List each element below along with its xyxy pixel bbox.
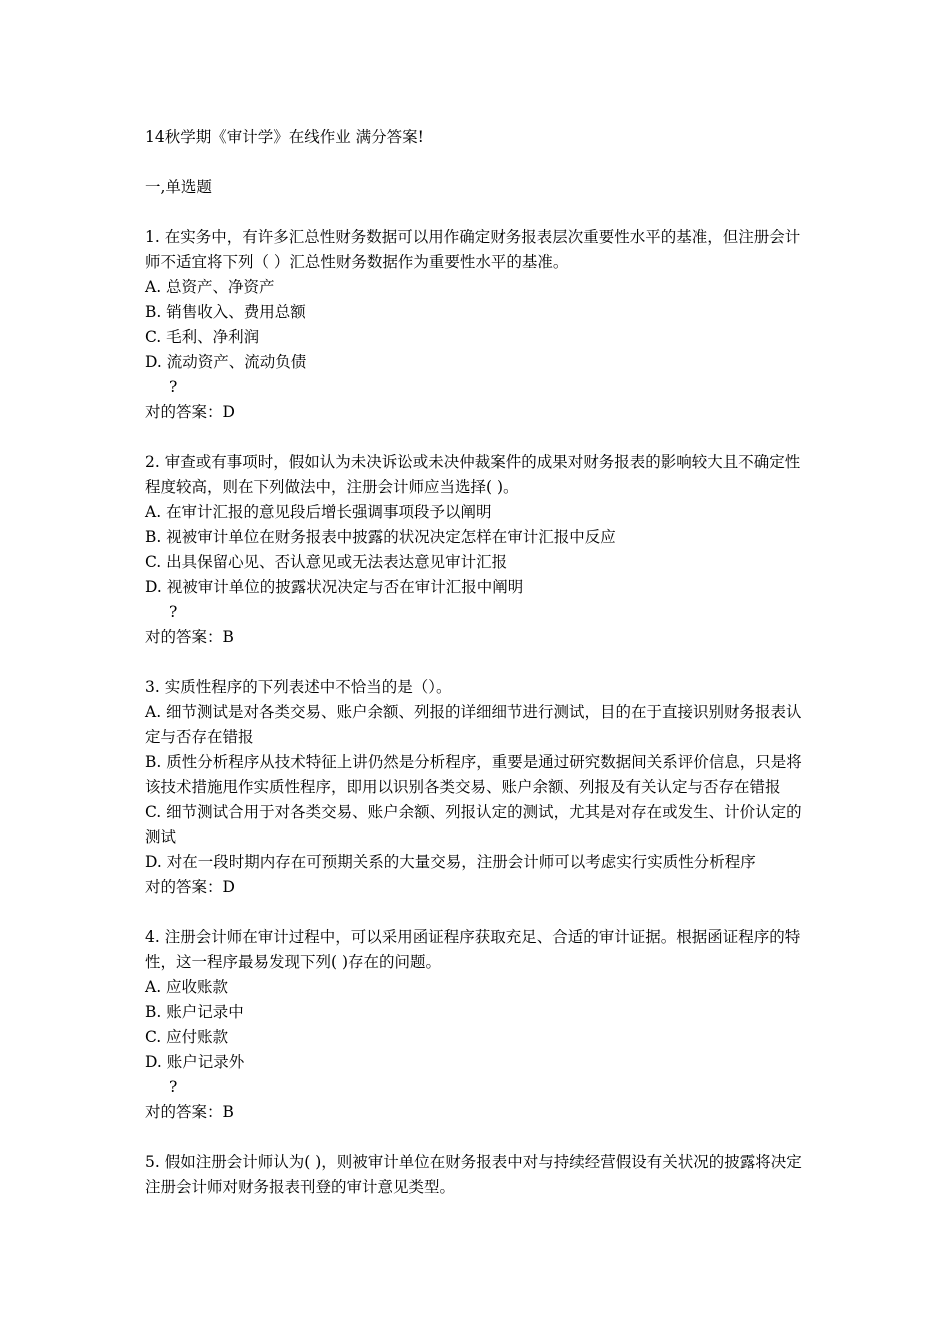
document-title: 14秋学期《审计学》在线作业 满分答案!: [145, 128, 424, 146]
option-b: B. 视被审计单位在财务报表中披露的状况决定怎样在审计汇报中反应: [145, 528, 616, 546]
option-b: B. 质性分析程序从技术特征上讲仍然是分析程序，重要是通过研究数据间关系评价信息，只是将该技术措施甩作实质性程序，即用以识别各类交易、账户余额、列报及有关认定与否存在错报: [145, 753, 802, 796]
answer: 对的答案：D: [145, 403, 235, 421]
option-a: A. 总资产、净资产: [145, 278, 275, 296]
option-a: A. 在审计汇报的意见段后增长强调事项段予以阐明: [145, 503, 492, 521]
option-b: B. 账户记录中: [145, 1003, 244, 1021]
section-heading: 一,单选题: [145, 178, 212, 196]
question-3: [145, 675, 810, 900]
question-2: [145, 450, 810, 650]
option-a: A. 细节测试是对各类交易、账户余额、列报的详细细节进行测试，目的在于直接识别财务报表认定与否存在错报: [145, 703, 802, 746]
question-stem: 2. 审查或有事项时，假如认为未决诉讼或未决仲裁案件的成果对财务报表的影响较大且不确定性程度较高，则在下列做法中，注册会计师应当选择( )。: [145, 453, 801, 496]
option-c: C. 出具保留心见、否认意见或无法表达意见审计汇报: [145, 553, 508, 571]
option-b: B. 销售收入、费用总额: [145, 303, 306, 321]
option-d: D. 流动资产、流动负债: [145, 353, 307, 371]
question-1: [145, 225, 810, 425]
question-stem: 1. 在实务中，有许多汇总性财务数据可以用作确定财务报表层次重要性水平的基准，但注册会计师不适宜将下列（ ）汇总性财务数据作为重要性水平的基准。: [145, 228, 801, 271]
answer: 对的答案：B: [145, 1103, 234, 1121]
option-c: C. 应付账款: [145, 1028, 229, 1046]
question-mark: ?: [169, 378, 178, 396]
option-d: D. 视被审计单位的披露状况决定与否在审计汇报中阐明: [145, 578, 524, 596]
option-c: C. 毛利、净利润: [145, 328, 260, 346]
option-d: D. 对在一段时期内存在可预期关系的大量交易，注册会计师可以考虑实行实质性分析程序: [145, 853, 756, 871]
option-d: D. 账户记录外: [145, 1053, 245, 1071]
answer: 对的答案：B: [145, 628, 234, 646]
question-5: [145, 1150, 810, 1200]
question-mark: ?: [169, 603, 178, 621]
question-4: [145, 925, 810, 1125]
question-mark: ?: [169, 1078, 178, 1096]
question-stem: 3. 实质性程序的下列表述中不恰当的是（）。: [145, 678, 452, 696]
document-page: [145, 125, 810, 1200]
answer: 对的答案：D: [145, 878, 235, 896]
question-stem: 4. 注册会计师在审计过程中，可以采用函证程序获取充足、合适的审计证据。根据函证程序的特性，这一程序最易发现下列( )存在的问题。: [145, 928, 801, 971]
question-stem: 5. 假如注册会计师认为( )，则被审计单位在财务报表中对与持续经营假设有关状况的披露将决定注册会计师对财务报表刊登的审计意见类型。: [145, 1153, 802, 1196]
option-c: C. 细节测试合用于对各类交易、账户余额、列报认定的测试，尤其是对存在或发生、计价认定的测试: [145, 803, 802, 846]
option-a: A. 应收账款: [145, 978, 229, 996]
